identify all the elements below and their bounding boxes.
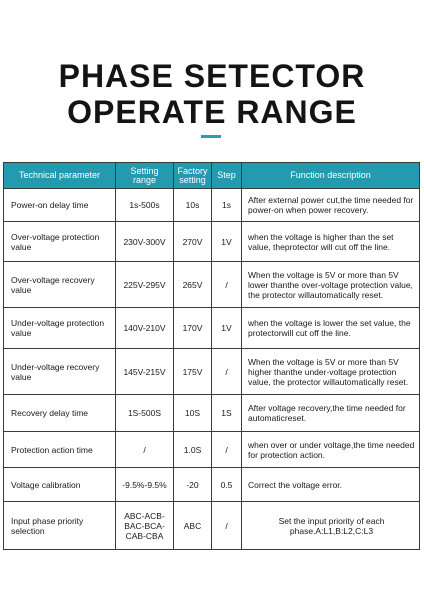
cell-description: After external power cut,the time needed for power-on when power recovery. xyxy=(242,189,420,222)
cell-setting-range: 1S-500S xyxy=(116,395,174,432)
cell-setting-range: 145V-215V xyxy=(116,349,174,395)
table-row xyxy=(4,502,420,550)
cell-param: Input phase priority selection xyxy=(4,502,116,550)
page-title-line-1: PHASE SETECTOR xyxy=(58,58,366,94)
table-header-row xyxy=(4,163,420,189)
cell-step: / xyxy=(212,432,242,468)
cell-factory-setting: 270V xyxy=(174,222,212,262)
table-row xyxy=(4,222,420,262)
header-technical-parameter: Technical parameter xyxy=(4,163,116,189)
header-setting-range: Setting range xyxy=(116,163,174,189)
cell-step: 1s xyxy=(212,189,242,222)
cell-description: When the voltage is 5V or more than 5V higher thanthe under-voltage protection value, the protector willautomatically reset. xyxy=(242,349,420,395)
title-accent-bar xyxy=(201,135,221,138)
cell-param: Voltage calibration xyxy=(4,468,116,502)
cell-description: when the voltage is higher than the set value, theprotector will cut off the line. xyxy=(242,222,420,262)
table-row xyxy=(4,432,420,468)
header-function-description: Function description xyxy=(242,163,420,189)
table-row xyxy=(4,349,420,395)
cell-factory-setting: 175V xyxy=(174,349,212,395)
cell-description: When the voltage is 5V or more than 5V lower thanthe over-voltage protection value, the protector willautomatically reset. xyxy=(242,262,420,308)
cell-factory-setting: 10s xyxy=(174,189,212,222)
cell-setting-range: 140V-210V xyxy=(116,308,174,349)
spec-table xyxy=(3,162,420,550)
cell-param: Power-on delay time xyxy=(4,189,116,222)
table-row xyxy=(4,395,420,432)
cell-param: Under-voltage protection value xyxy=(4,308,116,349)
cell-factory-setting: -20 xyxy=(174,468,212,502)
page-title-line-2: OPERATE RANGE xyxy=(67,94,357,130)
cell-factory-setting: 10S xyxy=(174,395,212,432)
table-row xyxy=(4,308,420,349)
cell-setting-range: 230V-300V xyxy=(116,222,174,262)
cell-step: / xyxy=(212,349,242,395)
cell-description: After voltage recovery,the time needed for automaticreset. xyxy=(242,395,420,432)
cell-factory-setting: 265V xyxy=(174,262,212,308)
cell-param: Protection action time xyxy=(4,432,116,468)
cell-description: Correct the voltage error. xyxy=(242,468,420,502)
cell-setting-range: -9.5%-9.5% xyxy=(116,468,174,502)
cell-param: Recovery delay time xyxy=(4,395,116,432)
cell-step: 0.5 xyxy=(212,468,242,502)
cell-description: when the voltage is lower the set value, the protectorwill cut off the line. xyxy=(242,308,420,349)
cell-step: / xyxy=(212,502,242,550)
header-step: Step xyxy=(212,163,242,189)
cell-factory-setting: ABC xyxy=(174,502,212,550)
cell-step: 1V xyxy=(212,222,242,262)
table-row xyxy=(4,189,420,222)
cell-param: Over-voltage protection value xyxy=(4,222,116,262)
table-row xyxy=(4,468,420,502)
cell-step: / xyxy=(212,262,242,308)
cell-setting-range: 1s-500s xyxy=(116,189,174,222)
cell-step: 1V xyxy=(212,308,242,349)
cell-setting-range: ABC-ACB-BAC-BCA-CAB-CBA xyxy=(116,502,174,550)
cell-description: when over or under voltage,the time needed for protection action. xyxy=(242,432,420,468)
cell-factory-setting: 1.0S xyxy=(174,432,212,468)
cell-param: Under-voltage recovery value xyxy=(4,349,116,395)
cell-description: Set the input priority of each phase.A:L1,B:L2,C:L3 xyxy=(242,502,420,550)
cell-param: Over-voltage recovery value xyxy=(4,262,116,308)
cell-setting-range: / xyxy=(116,432,174,468)
table-row xyxy=(4,262,420,308)
cell-factory-setting: 170V xyxy=(174,308,212,349)
cell-setting-range: 225V-295V xyxy=(116,262,174,308)
cell-step: 1S xyxy=(212,395,242,432)
header-factory-setting: Factory setting xyxy=(174,163,212,189)
